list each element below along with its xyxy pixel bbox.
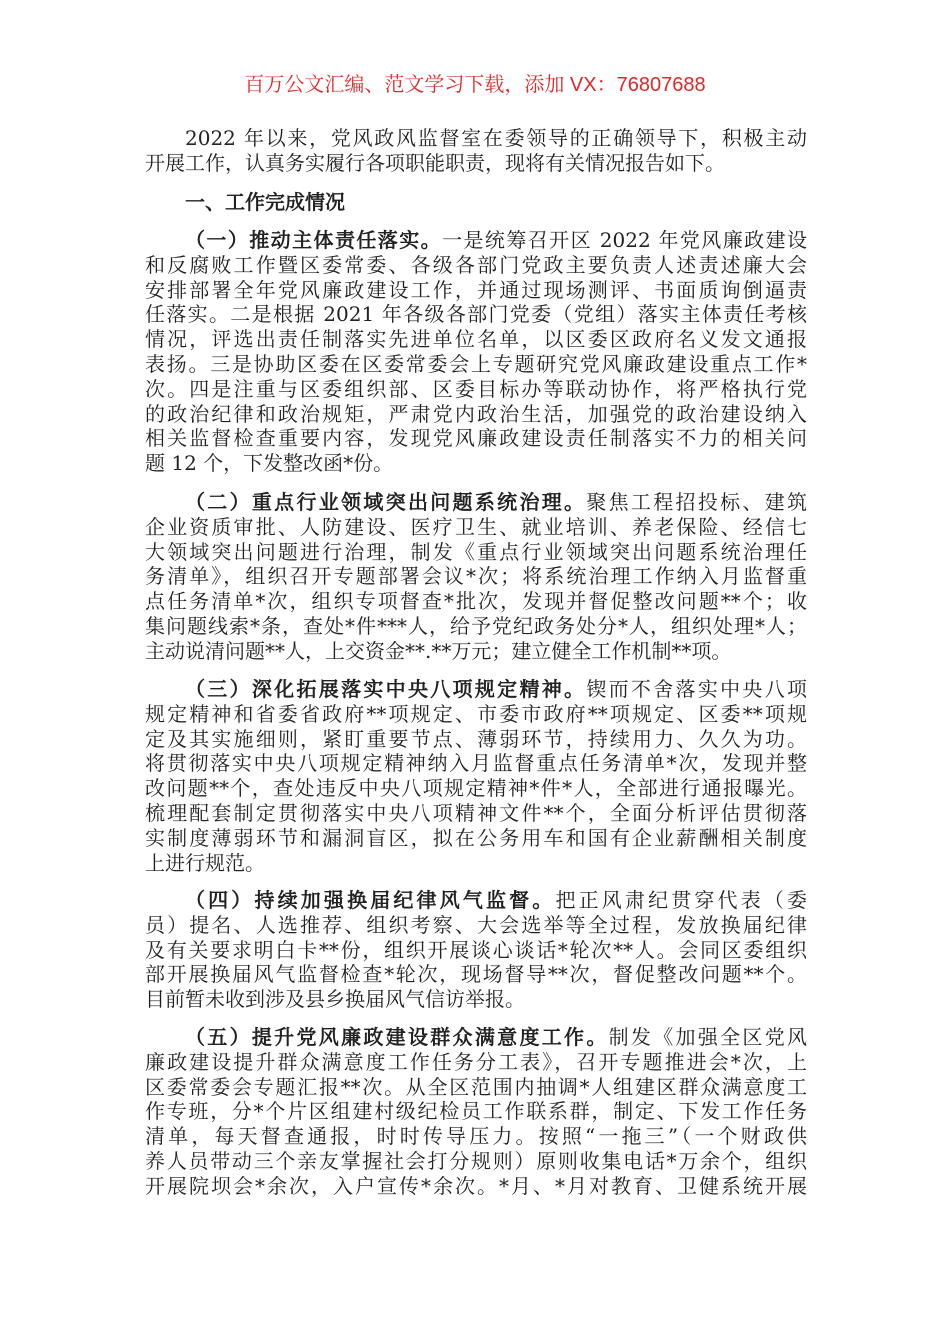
text-line: 目前暂未收到涉及县乡换届风气信访举报。	[145, 987, 525, 1012]
text-line: 规定精神和省委省政府**项规定、市委市政府**项规定、区委**项规	[145, 701, 807, 726]
text-line: 部开展换届风气监督检查*轮次，现场督导**次，督促整改问题**个。	[145, 962, 807, 987]
text-line: 表扬。三是协助区委在区委常委会上专题研究党风廉政建设重点工作*	[145, 351, 807, 376]
paragraph-lead: （一）推动主体责任落实。	[185, 228, 443, 252]
text-line: 实制度薄弱环节和漏洞盲区，拟在公务用车和国有企业薪酬相关制度	[145, 825, 807, 850]
body-paragraph	[145, 490, 807, 664]
text-line: 及有关要求明白卡**份，组织开展谈心谈话*轮次**人。会同区委组织	[145, 937, 807, 962]
text-line: 廉政建设提升群众满意度工作任务分工表》，召开专题推进会*次，上	[145, 1049, 807, 1074]
text-line: 集问题线索*条，查处*件***人，给予党纪政务处分*人，组织处理*人；	[145, 613, 807, 638]
text-line: 开展工作，认真务实履行各项职能职责，现将有关情况报告如下。	[145, 150, 725, 175]
paragraph-lead: （四）持续加强换届纪律风气监督。	[185, 888, 556, 912]
text-line: 养人员带动三个亲友掌握社会打分规则）原则收集电话*万余个，组织	[145, 1148, 807, 1173]
text-line	[145, 1025, 807, 1050]
text-line: 主动说清问题**人，上交资金**.**万元；建立健全工作机制**项。	[145, 638, 732, 663]
text-line: 作专班，分*个片区组建村级纪检员工作联系群，制定、下发工作任务	[145, 1099, 807, 1124]
text-line: 情况，评选出责任制落实先进单位名单，以区委区政府名义发文通报	[145, 327, 807, 352]
text-line: 次。四是注重与区委组织部、区委目标办等联动协作，将严格执行党	[145, 376, 807, 401]
text-line: 梳理配套制定贯彻落实中央八项精神文件**个，全面分析评估贯彻落	[145, 800, 807, 825]
text-line: 大领域突出问题进行治理，制发《重点行业领域突出问题系统治理任	[145, 539, 807, 564]
paragraph-lead: （五）提升党风廉政建设群众满意度工作。	[185, 1025, 609, 1049]
text-line	[145, 888, 807, 913]
text-line: 上进行规范。	[145, 850, 265, 875]
text-line: 改问题**个，查处违反中央八项规定精神*件*人，全部进行通报曝光。	[145, 776, 807, 801]
body-paragraph	[145, 228, 807, 476]
text-line: 员）提名、人选推荐、组织考察、大会选举等全过程，发放换届纪律	[145, 912, 807, 937]
text-line: 将贯彻落实中央八项规定精神纳入月监督重点任务清单*次，发现并整	[145, 751, 807, 776]
text-line: 务清单》，组织召开专题部署会议*次；将系统治理工作纳入月监督重	[145, 564, 807, 589]
paragraph-text: 制发《加强全区党风	[608, 1025, 808, 1049]
section-heading: 一、工作完成情况	[185, 190, 345, 214]
text-line: 定及其实施细则，紧盯重要节点、薄弱环节，持续用力、久久为功。	[145, 726, 807, 751]
text-line: 任落实。二是根据 2021 年各级各部门党委（党组）落实主体责任考核	[145, 302, 807, 327]
body-paragraph	[145, 888, 807, 1012]
text-line: 和反腐败工作暨区委常委、各级各部门党政主要负责人述责述廉大会	[145, 252, 807, 277]
text-line: 清单，每天督查通报，时时传导压力。按照“一拖三”（一个财政供	[145, 1124, 807, 1149]
text-line: 安排部署全年党风廉政建设工作，并通过现场测评、书面质询倒逼责	[145, 277, 807, 302]
paragraph-text: 一是统筹召开区 2022 年党风廉政建设	[442, 228, 807, 252]
text-line: 点任务清单*次，组织专项督查*批次，发现并督促整改问题**个；收	[145, 589, 807, 614]
text-line: 企业资质审批、人防建设、医疗卫生、就业培训、养老保险、经信七	[145, 514, 807, 539]
text-line: 的政治纪律和政治规矩，严肃党内政治生活，加强党的政治建设纳入	[145, 401, 807, 426]
paragraph-lead: （二）重点行业领域突出问题系统治理。	[185, 490, 587, 514]
paragraph-text: 把正风肃纪贯穿代表（委	[555, 888, 808, 912]
body-paragraph	[145, 1025, 807, 1199]
text-line	[145, 490, 807, 515]
text-line: 题 12 个，下发整改函*份。	[145, 451, 394, 476]
text-line	[145, 677, 807, 702]
section-heading-block	[145, 190, 807, 215]
paragraph-text: 锲而不舍落实中央八项	[586, 677, 808, 701]
intro-paragraph	[145, 126, 807, 176]
body-paragraph	[145, 677, 807, 875]
text-line: 开展院坝会*余次，入户宣传*余次。*月、*月对教育、卫健系统开展	[145, 1173, 807, 1198]
text-line: 2022 年以来，党风政风监督室在委领导的正确领导下，积极主动	[185, 126, 807, 150]
paragraph-lead: （三）深化拓展落实中央八项规定精神。	[185, 677, 587, 701]
paragraph-text: 聚焦工程招投标、建筑	[586, 490, 808, 514]
text-line: 区委常委会专题汇报**次。从全区范围内抽调*人组建区群众满意度工	[145, 1074, 807, 1099]
text-line: 相关监督检查重要内容，发现党风廉政建设责任制落实不力的相关问	[145, 426, 807, 451]
text-line	[145, 228, 807, 253]
watermark-banner: 百万公文汇编、范文学习下载，添加 VX：76807688	[244, 74, 706, 96]
